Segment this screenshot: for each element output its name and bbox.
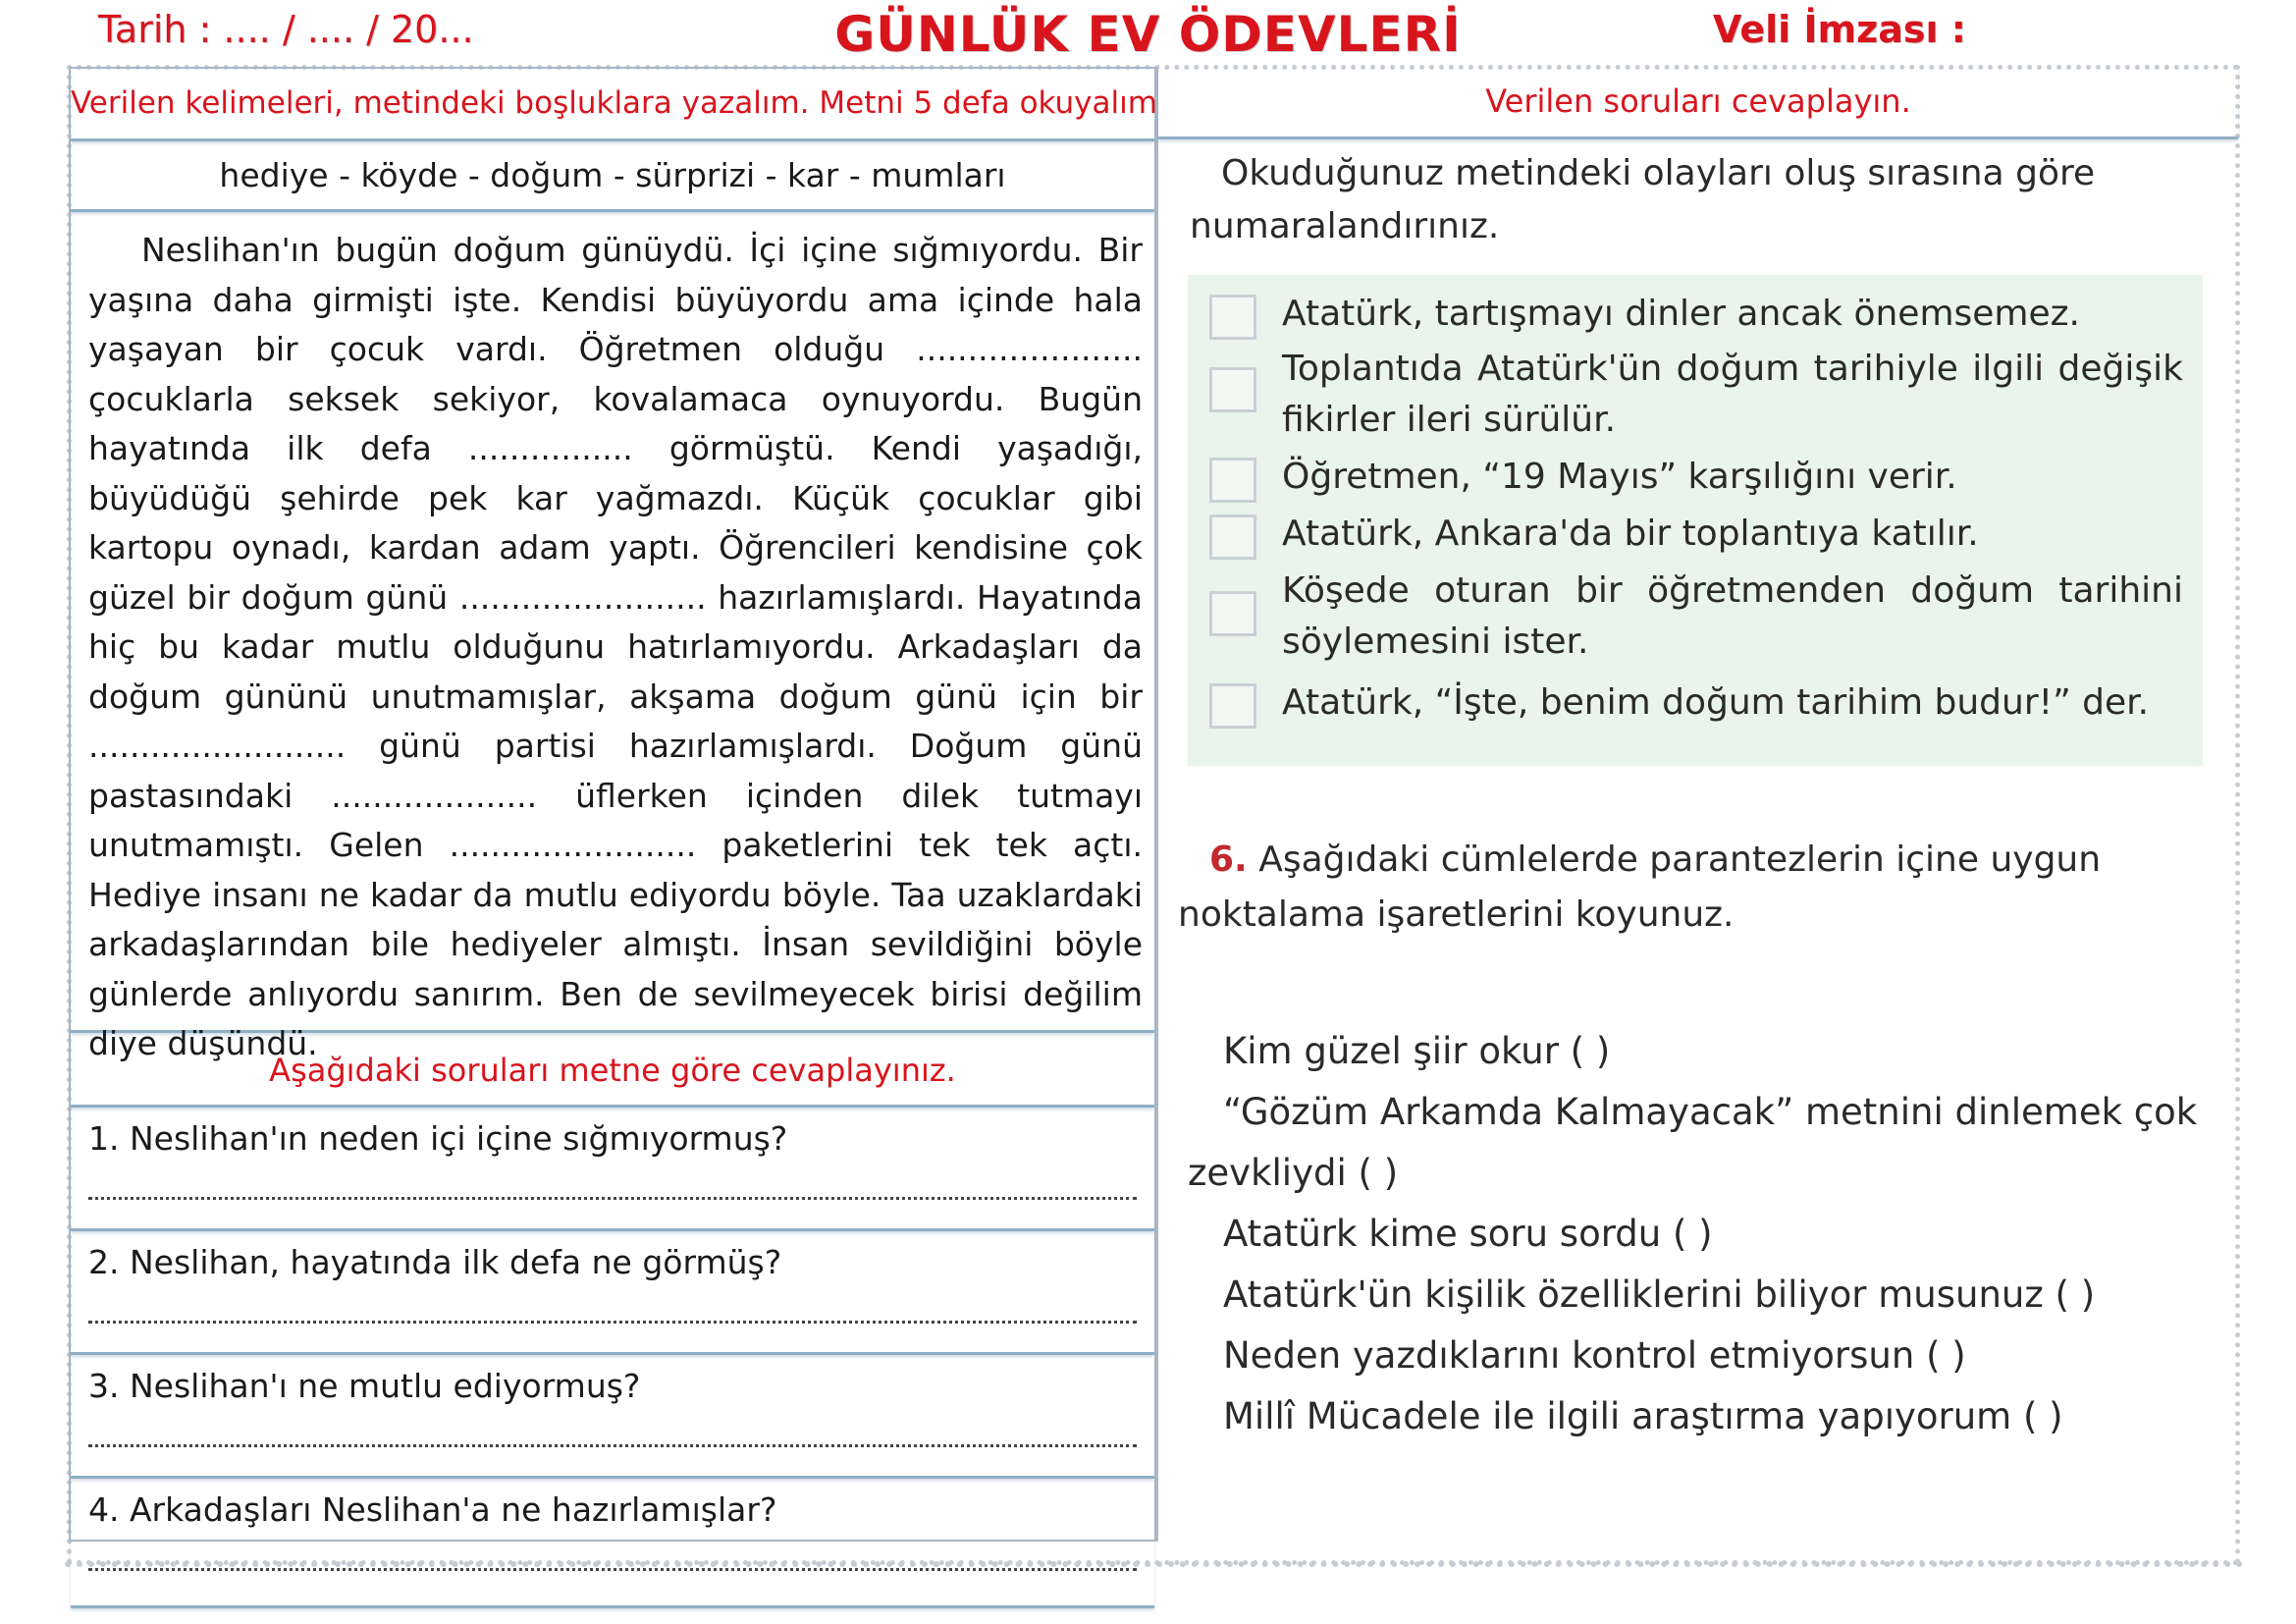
answer-line[interactable] (88, 1166, 1137, 1200)
punctuation-sentence[interactable]: Atatürk'ün kişilik özelliklerini biliyor musunuz ( ) (1223, 1273, 2096, 1316)
sequence-item-text: Atatürk, Ankara'da bir toplantıya katılır. (1282, 514, 1979, 554)
page-title: GÜNLÜK EV ÖDEVLERİ (834, 6, 1462, 63)
sequence-item-text: Atatürk, tartışmayı dinler ancak önemsemez. (1282, 294, 2080, 334)
punctuation-sentence[interactable]: Atatürk kime soru sordu ( ) (1223, 1213, 1713, 1255)
word-bank: hediye - köyde - doğum - sürprizi - kar - mumları (71, 141, 1154, 212)
answer-line[interactable] (88, 1414, 1137, 1447)
order-checkbox[interactable] (1209, 683, 1256, 729)
question-3 (71, 1355, 1154, 1479)
story-passage (71, 212, 1154, 1062)
punctuation-item (1188, 1386, 2218, 1447)
question-text: 3. Neslihan'ı ne mutlu ediyormuş? (88, 1367, 641, 1405)
order-checkbox[interactable] (1209, 591, 1256, 636)
sequence-box (1188, 275, 2203, 766)
punctuation-item (1188, 1326, 2218, 1386)
punctuation-instruction-text: Aşağıdaki cümlelerde parantezlerin içine uygun noktalama işaretlerini koyunuz. (1178, 839, 2102, 935)
answer-line[interactable] (88, 1538, 1137, 1571)
sequence-instruction-text: Okuduğunuz metindeki olayları oluş sırasına göre numaralandırınız. (1190, 153, 2096, 246)
punctuation-item (1188, 1265, 2218, 1326)
sequence-item-text: Köşede oturan bir öğretmenden doğum tarihini söylemesini ister. (1282, 570, 2183, 662)
sequence-item-text: Öğretmen, “19 Mayıs” karşılığını verir. (1282, 457, 1957, 497)
punctuation-sentence[interactable]: Millî Mücadele ile ilgili araştırma yapıyorum ( ) (1223, 1395, 2063, 1437)
fill-in-instruction: Verilen kelimeleri, metindeki boşluklara yazalım. Metni 5 defa okuyalım (71, 69, 1154, 141)
sequence-item-text: Toplantıda Atatürk'ün doğum tarihiyle ilgili değişik fikirler ileri sürülür. (1282, 349, 2183, 440)
punctuation-item (1188, 1021, 2218, 1082)
punctuation-sentence[interactable]: Neden yazdıklarını kontrol etmiyorsun ( ) (1223, 1334, 1966, 1377)
question-1 (71, 1108, 1154, 1231)
order-checkbox[interactable] (1209, 458, 1256, 503)
question-text: 1. Neslihan'ın neden içi içine sığmıyormuş? (88, 1119, 788, 1158)
question-text: 2. Neslihan, hayatında ilk defa ne görmüş? (88, 1243, 782, 1281)
questions-heading: Aşağıdaki soruları metne göre cevaplayınız. (71, 1033, 1154, 1108)
question-text: 4. Arkadaşları Neslihan'a ne hazırlamışlar? (88, 1490, 777, 1529)
punctuation-sentence[interactable]: “Gözüm Arkamda Kalmayacak” metnini dinlemek çok zevkliydi ( ) (1188, 1091, 2198, 1194)
section-number: 6. (1209, 839, 1248, 880)
punctuation-instruction (1178, 833, 2218, 943)
parent-signature-label: Veli İmzası : (1713, 8, 1966, 51)
order-checkbox[interactable] (1209, 295, 1256, 340)
order-checkbox[interactable] (1209, 514, 1256, 560)
answer-line[interactable] (88, 1290, 1137, 1324)
question-2 (71, 1231, 1154, 1355)
sequence-item-text: Atatürk, “İşte, benim doğum tarihim budur!” der. (1282, 682, 2150, 723)
question-4 (71, 1479, 1154, 1608)
sequence-instruction (1190, 147, 2220, 253)
answer-questions-instruction: Verilen soruları cevaplayın. (1158, 67, 2238, 139)
punctuation-sentence[interactable]: Kim güzel şiir okur ( ) (1223, 1030, 1611, 1072)
left-column (69, 67, 1156, 1542)
date-field: Tarih : .... / .... / 20... (98, 8, 474, 51)
punctuation-item (1188, 1204, 2218, 1265)
story-text: Neslihan'ın bugün doğum günüydü. İçi içine sığmıyordu. Bir yaşına daha girmişti işte. Kendisi büyüyordu ama içinde hala yaşayan bir çocuk vardı. Öğretmen olduğu ...................... çocuklarla seksek sekiyor, kovalamaca oynuyordu. Bugün hayatında ilk defa ................ görmüştü. Kendi yaşadığı, büyüdüğü şehirde pek kar yağmazdı. Küçük çocuklar gibi kartopu oynadı, kardan adam yaptı. Öğrencileri kendisine çok güzel bir doğum günü ........................ hazırlamışlardı. Hayatında hiç bu kadar mutlu olduğunu hatırlamıyordu. Arkadaşları da doğum gününü unutmamışlar, akşama doğum günü için bir ......................... günü partisi hazırlamışlardı. Doğum günü pastasındaki .................... üflerken içinden dilek tutmayı unutmamıştı. Gelen ........................ paketlerini tek tek açtı. Hediye insanı ne kadar da mutlu ediyordu böyle. Taa uzaklardaki arkadaşlarından bile hediyeler almıştı. İnsan sevildiğini böyle günlerde anlıyordu sanırım. Ben de sevilmeyecek birisi değilim diye düşündü. (88, 231, 1143, 1062)
right-column (1156, 67, 2238, 1542)
order-checkbox[interactable] (1209, 367, 1256, 412)
punctuation-item (1188, 1082, 2218, 1204)
